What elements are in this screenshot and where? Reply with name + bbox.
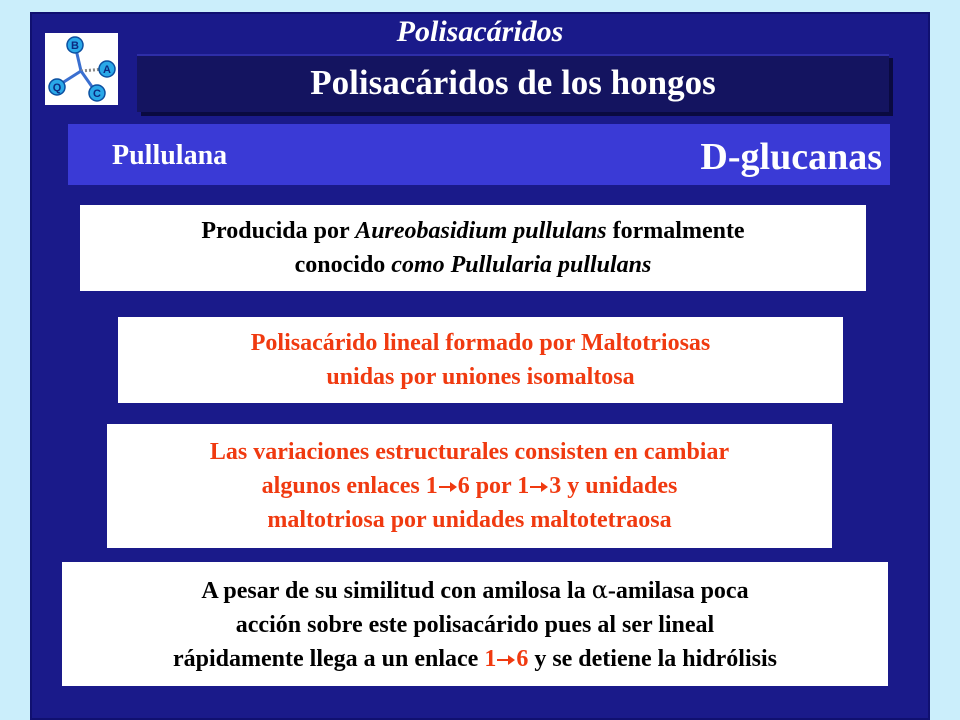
variations-line-3: maltotriosa por unidades maltotetraosa	[267, 507, 672, 533]
variations-line-2-a: algunos enlaces 1	[261, 473, 438, 499]
arrow-right-icon	[529, 480, 549, 494]
structure-line-2: unidas por uniones isomaltosa	[326, 364, 635, 390]
variations-line-2-b: 6 por 1	[457, 473, 530, 499]
arrow-right-icon	[496, 653, 516, 667]
logo-letter-b: B	[71, 40, 79, 52]
producer-organism: Aureobasidium pullulans	[355, 218, 607, 244]
hydrolysis-line-1-a: A pesar de su similitud con amilosa la	[201, 577, 592, 604]
producer-line-1-suffix: formalmente	[606, 218, 745, 244]
section-category: D-glucanas	[700, 136, 882, 178]
structure-textbox	[118, 317, 843, 403]
molecule-icon	[45, 33, 118, 105]
hydrolysis-line-3-b: y se detiene la hidrólisis	[528, 645, 777, 672]
producer-former-name: como Pullularia pullulans	[391, 252, 652, 278]
producer-line-2	[80, 248, 866, 282]
variations-textbox	[107, 424, 832, 548]
main-title: Polisacáridos de los hongos	[310, 63, 716, 102]
variations-line-2-c: 3 y unidades	[549, 473, 678, 499]
variations-line-2	[107, 469, 832, 503]
producer-textbox	[80, 205, 866, 291]
producer-line-1	[80, 214, 866, 248]
section-name: Pullulana	[112, 140, 228, 171]
variations-line-1: Las variaciones estructurales consisten en cambiar	[209, 439, 730, 465]
producer-line-2-prefix: conocido	[294, 252, 392, 278]
logo-letter-c: C	[93, 88, 101, 100]
bond-number-6: 6	[516, 645, 529, 672]
logo-letter-a: A	[103, 64, 111, 76]
hydrolysis-line-1-b: -amilasa poca	[607, 577, 749, 604]
alpha-symbol: α	[591, 575, 608, 604]
logo-letter-q: Q	[52, 82, 62, 94]
hydrolysis-line-2: acción sobre este polisacárido pues al ser lineal	[235, 611, 715, 638]
hydrolysis-line-3	[62, 642, 888, 676]
arrow-right-icon	[438, 480, 458, 494]
hydrolysis-textbox	[62, 562, 888, 686]
hydrolysis-line-3-a: rápidamente llega a un enlace	[173, 645, 485, 672]
slide-top-title: Polisacáridos	[396, 15, 564, 48]
molecule-logo	[45, 33, 118, 105]
hydrolysis-line-1	[62, 573, 888, 608]
bond-number-1: 1	[484, 645, 497, 672]
structure-line-1: Polisacárido lineal formado por Maltotriosas	[250, 330, 711, 356]
producer-line-1-prefix: Producida por	[201, 218, 356, 244]
